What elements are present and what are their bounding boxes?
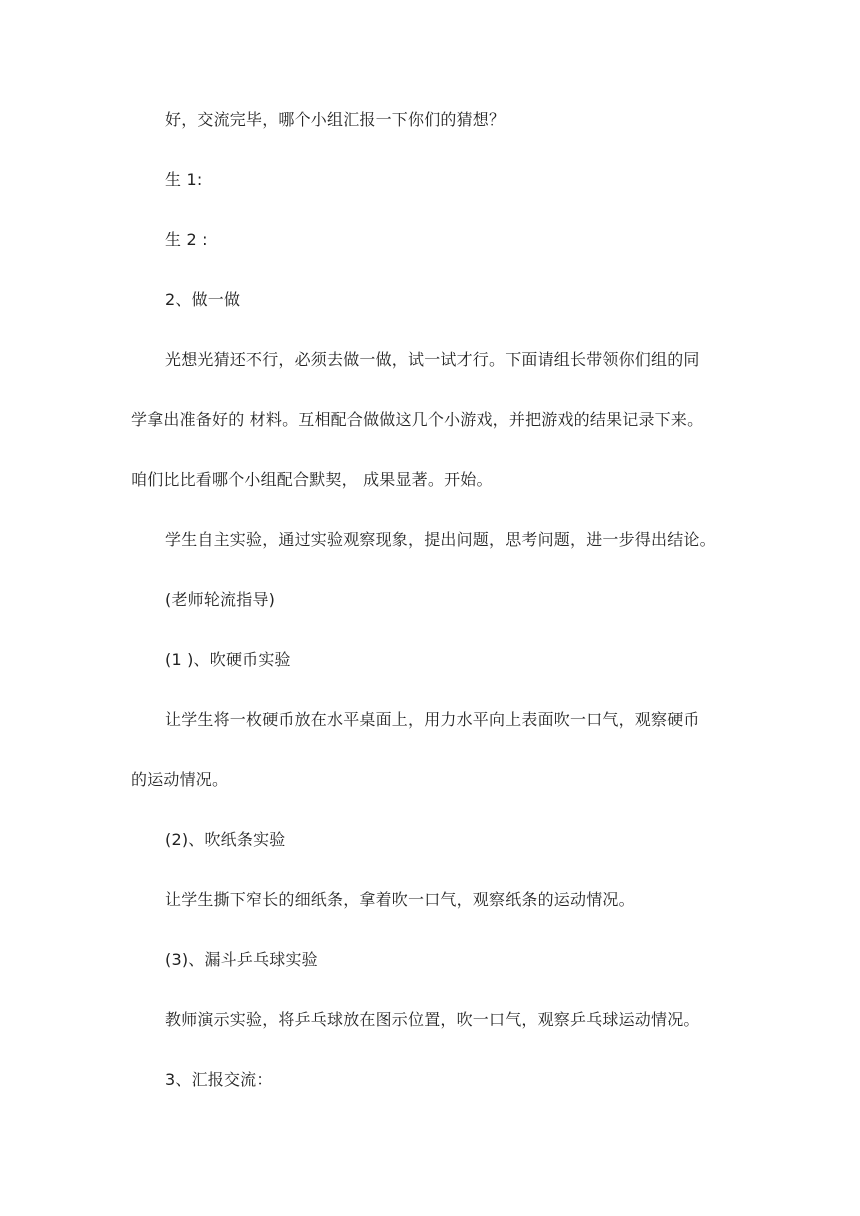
student-2-line: 生 2 :: [165, 230, 208, 249]
experiment-heading-3: (3)、漏斗乒乓球实验: [165, 950, 318, 969]
paragraph-line: 让学生将一枚硬币放在水平桌面上，用力水平向上表面吹一口气，观察硬币: [165, 710, 700, 729]
section-heading-report: 3、汇报交流：: [165, 1070, 273, 1089]
paragraph-report-guess: 好，交流完毕，哪个小组汇报一下你们的猜想？: [165, 110, 506, 129]
paragraph-line: 咱们比比看哪个小组配合默契， 成果显著。开始。: [131, 470, 493, 489]
paragraph-line: 光想光猜还不行，必须去做一做，试一试才行。下面请组长带领你们组的同: [165, 350, 700, 369]
paragraph-line: 学拿出准备好的 材料。互相配合做做这几个小游戏，并把游戏的结果记录下来。: [131, 410, 704, 429]
paragraph-line: 学生自主实验，通过实验观察现象，提出问题，思考问题，进一步得出结论。: [165, 530, 716, 549]
student-1-line: 生 1:: [165, 170, 203, 189]
paragraph-line: 让学生撕下窄长的细纸条，拿着吹一口气，观察纸条的运动情况。: [165, 890, 635, 909]
teacher-note: (老师轮流指导): [165, 590, 276, 609]
paragraph-line: 教师演示实验，将乒乓球放在图示位置，吹一口气，观察乒乓球运动情况。: [165, 1010, 700, 1029]
experiment-heading-2: (2)、吹纸条实验: [165, 830, 286, 849]
experiment-heading-1: (1 )、吹硬币实验: [165, 650, 291, 669]
section-heading-do-it: 2、做一做: [165, 290, 241, 309]
paragraph-line: 的运动情况。: [131, 770, 229, 789]
